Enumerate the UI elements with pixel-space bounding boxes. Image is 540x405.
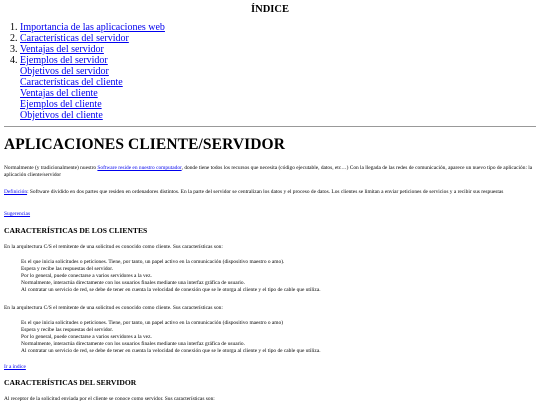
server-intro: Al receptor de la solicitud enviada por el cliente se conoce como servidor. Sus características son: [4, 396, 215, 402]
suggestions-link[interactable]: Sugerencias [4, 211, 31, 217]
intro-paragraph [4, 165, 536, 179]
toc-subitem [20, 66, 540, 77]
toc-number: 3. [10, 44, 18, 55]
definition-paragraph [4, 189, 536, 196]
toc-link-objetivos-servidor[interactable]: Objetivos del servidor [20, 66, 109, 77]
list-item: Normalmente, interactúa directamente con los usuarios finales mediante una interfaz gráfica de usuario. [21, 280, 245, 286]
toc-link-importancia[interactable]: Importancia de las aplicaciones web [20, 22, 165, 33]
list-item: Al contratar un servicio de red, se debe de tener en cuenta la velocidad de conexión que se le otorga al cliente y el tipo de cable que utiliza. [21, 348, 321, 354]
list-item: Es el que inicia solicitudes o peticiones. Tiene, por tanto, un papel activo en la comunicación (dispositivo maestro o amo). [21, 259, 285, 265]
toc-item [10, 22, 540, 33]
clients-intro: En la arquitectura C/S el remitente de una solicitud es conocido como cliente. Sus características son: [4, 244, 223, 250]
clients-intro-repeat: En la arquitectura C/S el remitente de una solicitud es conocido como cliente. Sus características son: [4, 305, 223, 311]
list-item: Por lo general, puede conectarse a varios servidores a la vez. [21, 334, 152, 340]
index-title: ÍNDICE [251, 4, 289, 15]
toc-subitem [20, 99, 540, 110]
toc-subitem [20, 77, 540, 88]
toc-link-ejemplos-servidor[interactable]: Ejemplos del servidor [20, 55, 108, 66]
definition-text: : Software dividido en dos partes que residen en ordenadores distintos. En la parte del servidor se centralizan los datos y el proceso de datos. Los clientes se limitan a enviar peticiones de servicios y a recibir sus respuestas [27, 189, 504, 195]
intro-text: Normalmente (y tradicionalmente) nuestro [4, 165, 98, 171]
client-features-list-repeat [21, 320, 536, 355]
toc-item [10, 55, 540, 66]
back-to-index-paragraph [4, 364, 536, 371]
server-heading: CARACTERÍSTICAS DEL SERVIDOR [4, 378, 137, 387]
table-of-contents [10, 22, 540, 121]
list-item: Espera y recibe las respuestas del servidor. [21, 327, 114, 333]
intro-text-continued: , donde tiene todos los recursos que necesita (código ejecutable, datos, etc…) Con la llegada de las redes de comunicación, aparece un nuevo tipo de aplicación: la aplicación cliente/servidor [4, 165, 533, 178]
client-features-list [21, 259, 536, 294]
toc-number: 4. [10, 55, 18, 66]
clients-heading: CARACTERÍSTICAS DE LOS CLIENTES [4, 226, 148, 235]
toc-subitem [20, 88, 540, 99]
page-heading: APLICACIONES CLIENTE/SERVIDOR [4, 136, 285, 153]
list-item: Normalmente, interactúa directamente con los usuarios finales mediante una interfaz gráfica de usuario. [21, 341, 245, 347]
toc-link-ventajas-servidor[interactable]: Ventajas del servidor [20, 44, 104, 55]
toc-item [10, 33, 540, 44]
list-item: Espera y recibe las respuestas del servidor. [21, 266, 114, 272]
definition-link[interactable]: Definición [4, 189, 28, 195]
software-link[interactable]: Software reside en nuestro computador [97, 165, 182, 171]
toc-number: 1. [10, 22, 18, 33]
suggestions-paragraph [4, 211, 536, 218]
toc-link-caracteristicas-cliente[interactable]: Características del cliente [20, 77, 123, 88]
list-item: Por lo general, puede conectarse a varios servidores a la vez. [21, 273, 152, 279]
back-to-index-link[interactable]: Ir a índice [4, 364, 26, 370]
toc-link-objetivos-cliente[interactable]: Objetivos del cliente [20, 110, 103, 121]
toc-link-caracteristicas-servidor[interactable]: Características del servidor [20, 33, 129, 44]
toc-link-ventajas-cliente[interactable]: Ventajas del cliente [20, 88, 98, 99]
toc-item [10, 44, 540, 55]
horizontal-divider [4, 126, 536, 127]
toc-subitem [20, 110, 540, 121]
toc-link-ejemplos-cliente[interactable]: Ejemplos del cliente [20, 99, 102, 110]
list-item: Es el que inicia solicitudes o peticiones. Tiene, por tanto, un papel activo en la comunicación (dispositivo maestro o amo) [21, 320, 283, 326]
list-item: Al contratar un servicio de red, se debe de tener en cuenta la velocidad de conexión que se le otorga al cliente y el tipo de cable que utiliza. [21, 287, 321, 293]
toc-number: 2. [10, 33, 18, 44]
